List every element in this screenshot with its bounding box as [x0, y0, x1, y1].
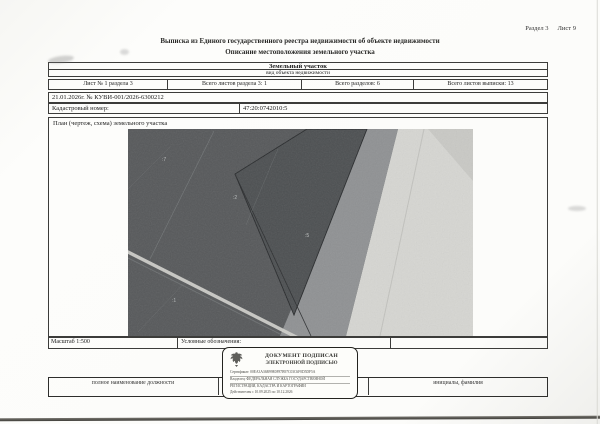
scan-edge-right: [596, 0, 598, 424]
parcel-label: :1: [172, 298, 177, 304]
document-subtitle: Описание местоположения земельного участка: [225, 47, 375, 56]
map-grain-overlay: [128, 129, 473, 336]
cadastral-value: 47:20:0742010:5: [240, 103, 548, 114]
total-sections-cell: Всего разделов: 6: [302, 79, 414, 90]
section-sheet-header: [516, 25, 576, 32]
scan-smudge: [120, 49, 129, 55]
extract-date-number: 21.01.2026г. № КУВИ-001/2026-6300212: [48, 92, 548, 103]
stamp-title: ДОКУМЕНТ ПОДПИСАН: [265, 353, 338, 359]
cadastral-map: [128, 129, 473, 336]
stamp-owner-line2: РЕГИСТРАЦИИ, КАДАСТРА И КАРТОГРАФИИ: [230, 383, 306, 388]
scan-smudge: [568, 206, 586, 211]
name-caption: инициалы, фамилия: [433, 379, 483, 386]
plan-caption: План (чертеж, схема) земельного участка: [53, 120, 168, 127]
sheet-label: Лист 9: [557, 25, 576, 32]
cadastral-label: Кадастровый номер:: [48, 103, 240, 114]
object-type-table: [48, 62, 548, 77]
section-label: Раздел 3: [525, 25, 549, 32]
legend-label: Условные обозначения:: [181, 338, 242, 345]
cadastral-number-row: [48, 103, 548, 114]
total-sheets-cell: Всего листов выписки: 13: [414, 79, 548, 90]
stamp-certificate: Сертификат: 00EA3A36B99E0F87B97C03C6F0D5DF5A: [230, 370, 316, 375]
stamp-subtitle: ЭЛЕКТРОННОЙ ПОДПИСЬЮ: [265, 361, 338, 366]
digital-signature-stamp: [222, 347, 358, 399]
cadastral-map-image: [128, 129, 473, 336]
sheet-info-row: [48, 79, 548, 90]
parcel-label: :5: [305, 233, 310, 239]
parcel-label: :7: [162, 157, 167, 163]
sheets-in-section-cell: Всего листов раздела 3: 1: [168, 79, 302, 90]
stamp-validity: Действителен с 10.09.2025 по 10.12.2026: [230, 390, 293, 395]
scale-label: Масштаб 1:500: [51, 338, 90, 345]
stamp-owner-line1: Владелец: ФЕДЕРАЛЬНАЯ СЛУЖБА ГОСУДАРСТВЕННОЙ: [230, 377, 325, 382]
sheet-number-cell: Лист № 1 раздела 3: [48, 79, 168, 90]
document-title: Выписка из Единого государственного реестра недвижимости об объекте недвижимости: [160, 37, 440, 45]
coat-of-arms-icon: [228, 351, 245, 368]
parcel-label: :2: [233, 195, 238, 201]
object-type-value: Земельный участок: [48, 62, 548, 70]
scan-edge-bottom: [0, 416, 600, 422]
position-caption: полное наименование должности: [91, 379, 175, 386]
object-type-caption: вид объекта недвижимости: [48, 70, 548, 77]
